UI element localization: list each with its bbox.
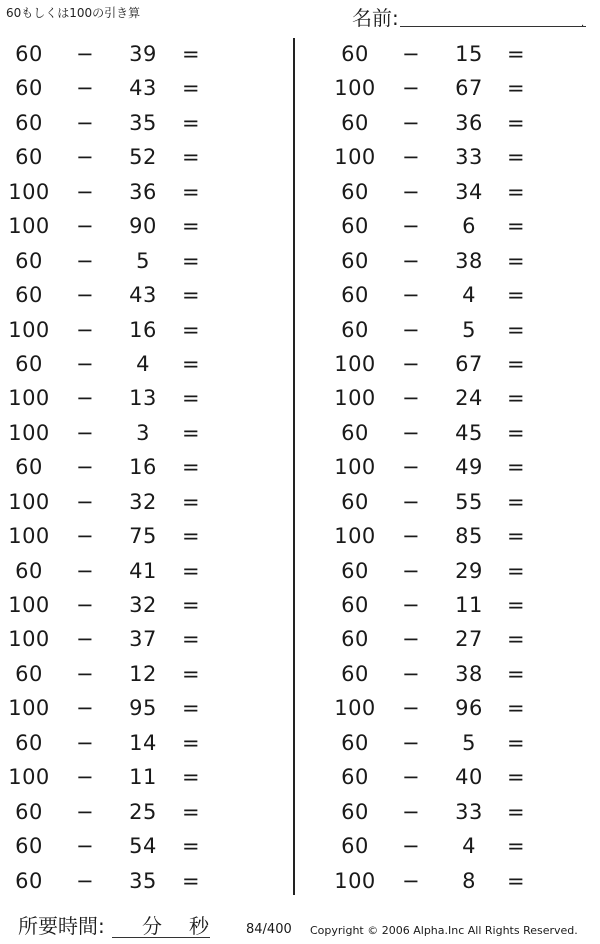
minus-sign: − xyxy=(75,489,95,514)
minuend: 60 xyxy=(15,110,43,135)
problem-row xyxy=(300,864,600,898)
equals-sign: = xyxy=(181,386,201,411)
minus-sign: − xyxy=(401,145,421,170)
subtrahend: 14 xyxy=(129,730,157,755)
equals-sign: = xyxy=(506,317,526,342)
name-area xyxy=(352,6,592,34)
problem-row xyxy=(300,691,600,725)
left-problem-column xyxy=(0,37,290,898)
problem-row xyxy=(300,347,600,381)
subtrahend: 54 xyxy=(129,834,157,859)
subtrahend: 8 xyxy=(462,868,476,893)
equals-sign: = xyxy=(506,386,526,411)
problem-row xyxy=(300,106,600,140)
problem-row xyxy=(300,71,600,105)
minus-sign: − xyxy=(401,214,421,239)
minuend: 60 xyxy=(341,593,369,617)
seconds-label: 秒 xyxy=(189,914,209,938)
problem-row xyxy=(300,588,600,622)
problem-row xyxy=(0,726,290,760)
minus-sign: − xyxy=(75,696,95,721)
equals-sign: = xyxy=(506,868,526,893)
name-line-dot: . xyxy=(581,18,585,29)
minus-sign: − xyxy=(75,524,95,549)
subtrahend: 43 xyxy=(129,283,157,308)
subtrahend: 24 xyxy=(455,386,483,411)
equals-sign: = xyxy=(181,214,201,239)
minus-sign: − xyxy=(401,834,421,859)
equals-sign: = xyxy=(181,317,201,342)
equals-sign: = xyxy=(181,489,201,514)
minus-sign: − xyxy=(75,799,95,824)
problem-row xyxy=(0,71,290,105)
equals-sign: = xyxy=(506,558,526,583)
subtrahend: 3 xyxy=(136,420,150,445)
subtrahend: 5 xyxy=(462,730,476,755)
minuend: 60 xyxy=(341,110,369,135)
time-label: 所要時間: xyxy=(18,914,105,938)
subtrahend: 96 xyxy=(455,696,483,721)
subtrahend: 38 xyxy=(455,248,483,273)
equals-sign: = xyxy=(506,283,526,308)
subtrahend: 49 xyxy=(455,455,483,480)
subtrahend: 95 xyxy=(129,696,157,721)
problem-row xyxy=(300,175,600,209)
problem-row xyxy=(300,622,600,656)
subtrahend: 43 xyxy=(129,76,157,101)
worksheet-title: 60もしくは100の引き算 xyxy=(6,6,141,20)
minuend: 100 xyxy=(334,386,376,411)
minus-sign: − xyxy=(75,455,95,480)
minuend: 100 xyxy=(8,627,50,652)
minuend: 60 xyxy=(341,489,369,514)
problem-row xyxy=(0,829,290,863)
equals-sign: = xyxy=(506,730,526,755)
equals-sign: = xyxy=(181,558,201,583)
minus-sign: − xyxy=(75,42,95,66)
equals-sign: = xyxy=(181,765,201,790)
problem-row xyxy=(300,209,600,243)
minus-sign: − xyxy=(401,799,421,824)
minuend: 60 xyxy=(341,730,369,755)
problem-row xyxy=(300,485,600,519)
equals-sign: = xyxy=(181,593,201,617)
subtrahend: 5 xyxy=(462,317,476,342)
equals-sign: = xyxy=(506,179,526,204)
minus-sign: − xyxy=(401,110,421,135)
subtrahend: 34 xyxy=(455,179,483,204)
minus-sign: − xyxy=(75,283,95,308)
subtrahend: 40 xyxy=(455,765,483,790)
minus-sign: − xyxy=(75,661,95,686)
minuend: 60 xyxy=(341,42,369,66)
minus-sign: − xyxy=(75,110,95,135)
subtrahend: 41 xyxy=(129,558,157,583)
problem-row xyxy=(300,760,600,794)
minuend: 100 xyxy=(334,696,376,721)
problem-row xyxy=(0,209,290,243)
minuend: 100 xyxy=(8,179,50,204)
minus-sign: − xyxy=(401,248,421,273)
minuend: 60 xyxy=(341,248,369,273)
subtrahend: 67 xyxy=(455,76,483,101)
equals-sign: = xyxy=(506,765,526,790)
minuend: 100 xyxy=(334,868,376,893)
equals-sign: = xyxy=(181,868,201,893)
right-problem-column xyxy=(300,37,600,898)
problem-row xyxy=(0,519,290,553)
equals-sign: = xyxy=(506,696,526,721)
column-divider xyxy=(293,38,295,895)
page-count: 84/400 xyxy=(246,922,292,937)
minuend: 60 xyxy=(341,799,369,824)
minuend: 60 xyxy=(341,558,369,583)
subtrahend: 39 xyxy=(129,42,157,66)
problem-row xyxy=(0,347,290,381)
equals-sign: = xyxy=(181,730,201,755)
minus-sign: − xyxy=(75,76,95,101)
subtrahend: 29 xyxy=(455,558,483,583)
minus-sign: − xyxy=(75,386,95,411)
minuend: 100 xyxy=(8,696,50,721)
minus-sign: − xyxy=(75,558,95,583)
equals-sign: = xyxy=(181,283,201,308)
subtrahend: 35 xyxy=(129,110,157,135)
equals-sign: = xyxy=(506,420,526,445)
equals-sign: = xyxy=(181,834,201,859)
equals-sign: = xyxy=(181,179,201,204)
subtrahend: 4 xyxy=(136,351,150,376)
equals-sign: = xyxy=(181,76,201,101)
minus-sign: − xyxy=(75,834,95,859)
problem-row xyxy=(300,829,600,863)
minuend: 60 xyxy=(15,76,43,101)
minuend: 60 xyxy=(15,248,43,273)
footer xyxy=(0,912,600,942)
minus-sign: − xyxy=(75,593,95,617)
equals-sign: = xyxy=(181,145,201,170)
subtrahend: 25 xyxy=(129,799,157,824)
subtrahend: 33 xyxy=(455,145,483,170)
minus-sign: − xyxy=(75,145,95,170)
minuend: 60 xyxy=(341,765,369,790)
minuend: 60 xyxy=(341,317,369,342)
problem-row xyxy=(0,657,290,691)
subtrahend: 32 xyxy=(129,593,157,617)
minuend: 100 xyxy=(8,420,50,445)
minuend: 100 xyxy=(8,214,50,239)
problem-row xyxy=(300,278,600,312)
subtrahend: 4 xyxy=(462,834,476,859)
minuend: 60 xyxy=(15,868,43,893)
equals-sign: = xyxy=(181,42,201,66)
minuend: 60 xyxy=(15,730,43,755)
minuend: 60 xyxy=(341,834,369,859)
subtrahend: 16 xyxy=(129,455,157,480)
subtrahend: 75 xyxy=(129,524,157,549)
minus-sign: − xyxy=(401,730,421,755)
subtrahend: 37 xyxy=(129,627,157,652)
minuend: 60 xyxy=(341,283,369,308)
minutes-label: 分 xyxy=(142,914,162,938)
minuend: 60 xyxy=(341,627,369,652)
name-label: 名前: xyxy=(352,6,399,30)
problem-row xyxy=(0,691,290,725)
subtrahend: 11 xyxy=(455,593,483,617)
problem-row xyxy=(300,795,600,829)
problem-row xyxy=(0,760,290,794)
problem-row xyxy=(300,140,600,174)
name-field[interactable] xyxy=(400,6,586,27)
minuend: 100 xyxy=(8,386,50,411)
minus-sign: − xyxy=(401,179,421,204)
equals-sign: = xyxy=(506,661,526,686)
minus-sign: − xyxy=(75,351,95,376)
equals-sign: = xyxy=(506,351,526,376)
minuend: 100 xyxy=(334,145,376,170)
minuend: 100 xyxy=(8,593,50,617)
minus-sign: − xyxy=(401,558,421,583)
minuend: 60 xyxy=(15,661,43,686)
equals-sign: = xyxy=(506,455,526,480)
minus-sign: − xyxy=(401,627,421,652)
subtrahend: 32 xyxy=(129,489,157,514)
equals-sign: = xyxy=(181,110,201,135)
equals-sign: = xyxy=(506,524,526,549)
equals-sign: = xyxy=(181,799,201,824)
problem-row xyxy=(300,313,600,347)
minuend: 100 xyxy=(8,765,50,790)
problem-row xyxy=(0,416,290,450)
problem-row xyxy=(0,588,290,622)
minus-sign: − xyxy=(401,765,421,790)
minus-sign: − xyxy=(75,317,95,342)
minuend: 60 xyxy=(15,558,43,583)
equals-sign: = xyxy=(181,524,201,549)
equals-sign: = xyxy=(506,110,526,135)
problem-row xyxy=(0,37,290,71)
subtrahend: 15 xyxy=(455,42,483,66)
problem-row xyxy=(300,519,600,553)
problem-row xyxy=(0,244,290,278)
problem-row xyxy=(0,450,290,484)
minus-sign: − xyxy=(401,455,421,480)
equals-sign: = xyxy=(181,696,201,721)
problem-row xyxy=(0,485,290,519)
minus-sign: − xyxy=(401,593,421,617)
minus-sign: − xyxy=(75,627,95,652)
minuend: 100 xyxy=(8,317,50,342)
problem-row xyxy=(0,278,290,312)
minuend: 60 xyxy=(15,455,43,480)
minus-sign: − xyxy=(401,489,421,514)
subtrahend: 36 xyxy=(129,179,157,204)
equals-sign: = xyxy=(506,76,526,101)
minus-sign: − xyxy=(75,248,95,273)
subtrahend: 45 xyxy=(455,420,483,445)
minuend: 60 xyxy=(341,661,369,686)
minuend: 100 xyxy=(334,76,376,101)
subtrahend: 38 xyxy=(455,661,483,686)
problem-row xyxy=(300,657,600,691)
minus-sign: − xyxy=(401,351,421,376)
problem-row xyxy=(300,450,600,484)
minus-sign: − xyxy=(401,524,421,549)
equals-sign: = xyxy=(506,799,526,824)
subtrahend: 36 xyxy=(455,110,483,135)
equals-sign: = xyxy=(181,248,201,273)
minus-sign: − xyxy=(75,868,95,893)
subtrahend: 13 xyxy=(129,386,157,411)
minuend: 60 xyxy=(15,145,43,170)
subtrahend: 11 xyxy=(129,765,157,790)
problem-row xyxy=(0,795,290,829)
equals-sign: = xyxy=(181,627,201,652)
minuend: 100 xyxy=(8,489,50,514)
minuend: 100 xyxy=(334,524,376,549)
minus-sign: − xyxy=(401,868,421,893)
problem-row xyxy=(300,726,600,760)
minuend: 60 xyxy=(15,351,43,376)
minuend: 60 xyxy=(341,179,369,204)
subtrahend: 12 xyxy=(129,661,157,686)
equals-sign: = xyxy=(506,593,526,617)
minuend: 60 xyxy=(341,420,369,445)
subtrahend: 5 xyxy=(136,248,150,273)
subtrahend: 16 xyxy=(129,317,157,342)
subtrahend: 52 xyxy=(129,145,157,170)
problem-row xyxy=(0,140,290,174)
problem-row xyxy=(0,864,290,898)
equals-sign: = xyxy=(506,627,526,652)
minus-sign: − xyxy=(75,420,95,445)
problem-row xyxy=(0,106,290,140)
minus-sign: − xyxy=(75,214,95,239)
subtrahend: 4 xyxy=(462,283,476,308)
subtrahend: 27 xyxy=(455,627,483,652)
problem-row xyxy=(300,554,600,588)
subtrahend: 6 xyxy=(462,214,476,239)
problem-row xyxy=(0,622,290,656)
minuend: 100 xyxy=(334,351,376,376)
minuend: 100 xyxy=(334,455,376,480)
subtrahend: 33 xyxy=(455,799,483,824)
minus-sign: − xyxy=(75,730,95,755)
minus-sign: − xyxy=(401,420,421,445)
copyright-notice: Copyright © 2006 Alpha.Inc All Rights Reserved. xyxy=(310,924,578,937)
subtrahend: 35 xyxy=(129,868,157,893)
equals-sign: = xyxy=(506,834,526,859)
equals-sign: = xyxy=(506,145,526,170)
subtrahend: 55 xyxy=(455,489,483,514)
equals-sign: = xyxy=(181,351,201,376)
problem-row xyxy=(300,416,600,450)
problem-row xyxy=(300,37,600,71)
minus-sign: − xyxy=(401,283,421,308)
subtrahend: 90 xyxy=(129,214,157,239)
minus-sign: − xyxy=(401,661,421,686)
minus-sign: − xyxy=(401,386,421,411)
equals-sign: = xyxy=(506,214,526,239)
minuend: 60 xyxy=(15,834,43,859)
problem-row xyxy=(300,244,600,278)
equals-sign: = xyxy=(506,248,526,273)
minus-sign: − xyxy=(401,317,421,342)
minuend: 60 xyxy=(15,799,43,824)
minuend: 60 xyxy=(341,214,369,239)
minuend: 60 xyxy=(15,283,43,308)
equals-sign: = xyxy=(506,489,526,514)
subtrahend: 85 xyxy=(455,524,483,549)
minus-sign: − xyxy=(401,696,421,721)
equals-sign: = xyxy=(181,661,201,686)
subtrahend: 67 xyxy=(455,351,483,376)
minus-sign: − xyxy=(401,76,421,101)
equals-sign: = xyxy=(181,420,201,445)
problem-row xyxy=(0,381,290,415)
problem-row xyxy=(0,554,290,588)
minus-sign: − xyxy=(75,765,95,790)
equals-sign: = xyxy=(506,42,526,66)
problem-row xyxy=(0,313,290,347)
minuend: 100 xyxy=(8,524,50,549)
problem-row xyxy=(0,175,290,209)
minus-sign: − xyxy=(75,179,95,204)
minuend: 60 xyxy=(15,42,43,66)
minus-sign: − xyxy=(401,42,421,66)
equals-sign: = xyxy=(181,455,201,480)
problem-row xyxy=(300,381,600,415)
